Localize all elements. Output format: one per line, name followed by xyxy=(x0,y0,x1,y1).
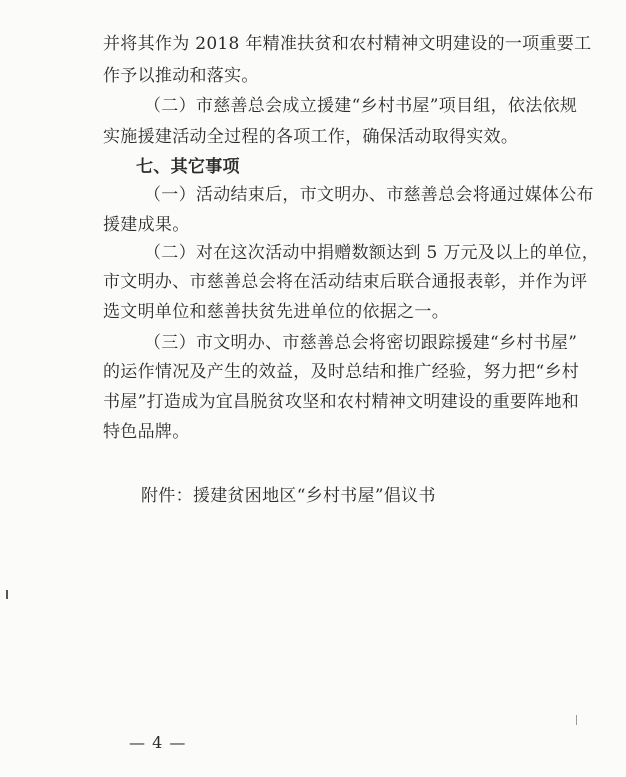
attachment-line: 附件：援建贫困地区“乡村书屋”倡议书 xyxy=(141,486,436,506)
scan-mark xyxy=(6,590,8,599)
body-text-line: （二）对在这次活动中捐赠数额达到 5 万元及以上的单位， xyxy=(144,243,600,263)
body-text-line: 作予以推动和落实。 xyxy=(103,66,259,86)
body-text-line: 书屋”打造成为宜昌脱贫攻坚和农村精神文明建设的重要阵地和 xyxy=(103,392,580,412)
body-text-line: 的运作情况及产生的效益，及时总结和推广经验，努力把“乡村 xyxy=(103,362,580,382)
scan-mark xyxy=(576,715,577,725)
body-text-line: 援建成果。 xyxy=(103,215,190,235)
body-text-line: 市文明办、市慈善总会将在活动结束后联合通报表彰，并作为评 xyxy=(103,272,588,292)
page-number: — 4 — xyxy=(129,733,187,752)
body-text-line: （二）市慈善总会成立援建“乡村书屋”项目组，依法依规 xyxy=(144,96,578,116)
body-text-line: 实施援建活动全过程的各项工作，确保活动取得实效。 xyxy=(103,127,519,147)
body-text-line: （一）活动结束后，市文明办、市慈善总会将通过媒体公布 xyxy=(144,185,594,205)
body-text-line: （三）市文明办、市慈善总会将密切跟踪援建“乡村书屋” xyxy=(144,333,578,353)
body-text-line: 选文明单位和慈善扶贫先进单位的依据之一。 xyxy=(103,302,449,322)
body-text-line: 特色品牌。 xyxy=(103,422,190,442)
section-heading: 七、其它事项 xyxy=(136,157,240,177)
body-text-line: 并将其作为 2018 年精准扶贫和农村精神文明建设的一项重要工 xyxy=(103,34,592,54)
